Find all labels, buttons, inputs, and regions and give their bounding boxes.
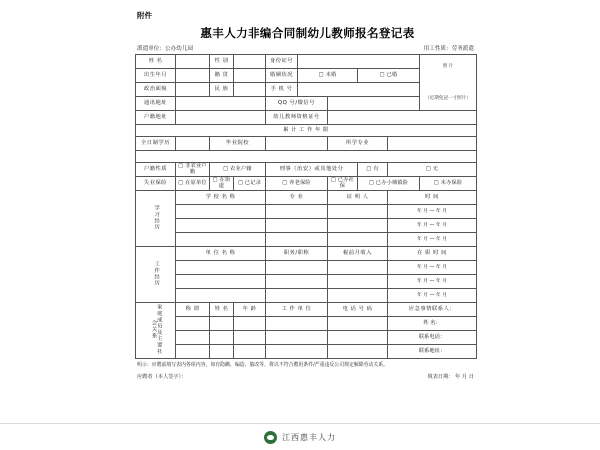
work-title-value-2[interactable] <box>266 275 328 289</box>
teacher-cert-value[interactable] <box>328 111 477 125</box>
table-row <box>136 275 477 289</box>
study-major-header: 专 业 <box>266 191 328 205</box>
study-witness-value-2[interactable] <box>328 219 388 233</box>
criminal-yes-checkbox[interactable]: □ 有 <box>358 163 388 177</box>
qq-label: QQ 号/微信号 <box>266 97 328 111</box>
work-time-header: 在 职 时 间 <box>388 247 477 261</box>
graduate-school-value[interactable] <box>266 137 328 151</box>
family-phone-value-3[interactable] <box>328 345 388 359</box>
table-row <box>136 331 477 345</box>
political-status-value[interactable] <box>176 83 210 97</box>
family-age-header: 年 龄 <box>234 303 266 317</box>
table-row <box>136 55 477 69</box>
insurance-small-town-checkbox[interactable]: □ 已办小城镇险 <box>358 177 420 191</box>
marital-unmarried-checkbox[interactable]: □ 未婚 <box>298 69 358 83</box>
family-phone-value-2[interactable] <box>328 331 388 345</box>
work-income-header: 税前月收入 <box>328 247 388 261</box>
family-name-value-2[interactable] <box>210 331 234 345</box>
family-name-value-1[interactable] <box>210 317 234 331</box>
work-time-value-2[interactable]: 年 月 — 年 月 <box>388 275 477 289</box>
emergency-address-field[interactable]: 联系地址： <box>388 345 477 359</box>
work-income-value-3[interactable] <box>328 289 388 303</box>
form-note: 明示：应聘前填写表内各项内容，如有隐瞒、编造、篡改等，将以不符合聘用条件/严重违反公司规定解除劳动关系。 <box>137 362 389 368</box>
table-row <box>136 111 477 125</box>
insurance-none-checkbox[interactable]: □ 未办保险 <box>420 177 477 191</box>
table-row <box>136 247 477 261</box>
work-unit-value-3[interactable] <box>176 289 266 303</box>
name-value[interactable] <box>176 55 210 69</box>
native-place-label: 籍 贯 <box>210 69 234 83</box>
family-phone-value-1[interactable] <box>328 317 388 331</box>
household-nature-label: 户籍性质 <box>136 163 176 177</box>
footer-bar <box>0 423 600 450</box>
nation-label: 民 族 <box>210 83 234 97</box>
table-row <box>136 125 477 137</box>
emergency-contact-label: 应急事情联系人： <box>388 303 477 317</box>
work-years-label: 累 计 工 作 年 限 <box>136 125 477 137</box>
insurance-label: 失业保险 <box>136 177 176 191</box>
family-age-value-2[interactable] <box>234 331 266 345</box>
teacher-cert-label: 幼儿教师资格证号 <box>266 111 328 125</box>
study-time-value-1[interactable]: 年 月 — 年 月 <box>388 205 477 219</box>
wechat-logo-icon <box>264 431 277 444</box>
table-row <box>136 317 477 331</box>
employment-type-label: 用工性质：劳务派遣 <box>423 46 474 52</box>
full-time-degree-label: 全日制学历 <box>136 137 176 151</box>
family-relation-value-1[interactable] <box>176 317 210 331</box>
photo-box <box>420 55 477 111</box>
study-period-label: 学习经历 <box>136 191 176 247</box>
marital-status-label: 婚姻状况 <box>266 69 298 83</box>
insurance-record-checkbox[interactable]: □ 已记录 <box>234 177 266 191</box>
study-time-value-3[interactable]: 年 月 — 年 月 <box>388 233 477 247</box>
study-major-value-1[interactable] <box>266 205 328 219</box>
family-relation-value-3[interactable] <box>176 345 210 359</box>
birth-date-value[interactable] <box>176 69 210 83</box>
study-witness-value-3[interactable] <box>328 233 388 247</box>
table-row <box>136 191 477 205</box>
study-school-value-1[interactable] <box>176 205 266 219</box>
family-phone-header: 电 话 号 码 <box>328 303 388 317</box>
form-subheader <box>135 44 480 54</box>
table-row <box>136 177 477 191</box>
id-number-label: 身份证号 <box>266 55 298 69</box>
major-value[interactable] <box>388 137 477 151</box>
table-row <box>136 205 477 219</box>
insurance-done-checkbox[interactable]: □ 已办社保 <box>328 177 358 191</box>
phone-value[interactable] <box>298 83 420 97</box>
work-title-value-3[interactable] <box>266 289 328 303</box>
table-row <box>136 303 477 317</box>
work-title-header: 职务/职称 <box>266 247 328 261</box>
gender-value[interactable] <box>234 55 266 69</box>
study-major-value-3[interactable] <box>266 233 328 247</box>
major-label: 所学专业 <box>328 137 388 151</box>
study-major-value-2[interactable] <box>266 219 328 233</box>
form-title: 惠丰人力非编合同制幼儿教师报名登记表 <box>200 26 415 40</box>
study-witness-header: 证 明 人 <box>328 191 388 205</box>
work-income-value-1[interactable] <box>328 261 388 275</box>
criminal-label: 刑事（治安）或其他处分 <box>266 163 358 177</box>
table-row <box>136 219 477 233</box>
family-age-value-1[interactable] <box>234 317 266 331</box>
family-unit-header: 工 作 单 位 <box>266 303 328 317</box>
non-agri-checkbox[interactable]: □ 非农业户籍 <box>176 163 210 177</box>
id-number-value[interactable] <box>298 55 420 69</box>
photo-label: 照 片 <box>442 64 454 70</box>
study-time-header: 时 间 <box>388 191 477 205</box>
study-school-value-3[interactable] <box>176 233 266 247</box>
emergency-name-field[interactable]: 姓 名： <box>388 317 477 331</box>
contact-address-label: 通讯地址 <box>136 97 176 111</box>
household-address-label: 户籍地址 <box>136 111 176 125</box>
dispatch-unit-label: 派遣单位：公办幼儿园 <box>137 46 193 52</box>
family-name-value-3[interactable] <box>210 345 234 359</box>
form-sheet <box>135 8 480 442</box>
family-unit-value-1[interactable] <box>266 317 328 331</box>
criminal-no-checkbox[interactable]: □ 无 <box>388 163 477 177</box>
name-label: 姓 名 <box>136 55 176 69</box>
contact-address-value[interactable] <box>176 97 266 111</box>
family-relation-header: 称 谓 <box>176 303 210 317</box>
signature-row <box>135 373 480 380</box>
agri-checkbox[interactable]: □ 农业户籍 <box>210 163 266 177</box>
work-period-label: 工作经历 <box>136 247 176 303</box>
work-history-spacer <box>136 151 477 163</box>
table-row <box>136 233 477 247</box>
family-label: 家庭成员及主要社会关系 <box>136 303 176 359</box>
family-age-value-3[interactable] <box>234 345 266 359</box>
table-row <box>136 137 477 151</box>
work-time-value-1[interactable]: 年 月 — 年 月 <box>388 261 477 275</box>
insurance-street-checkbox[interactable]: □ 在街道 <box>210 177 234 191</box>
work-unit-header: 单 位 名 称 <box>176 247 266 261</box>
study-school-value-2[interactable] <box>176 219 266 233</box>
work-income-value-2[interactable] <box>328 275 388 289</box>
gender-label: 性 别 <box>210 55 234 69</box>
table-row <box>136 151 477 163</box>
work-unit-value-2[interactable] <box>176 275 266 289</box>
work-unit-value-1[interactable] <box>176 261 266 275</box>
study-witness-value-1[interactable] <box>328 205 388 219</box>
work-title-value-1[interactable] <box>266 261 328 275</box>
phone-label: 手 机 号 <box>266 83 298 97</box>
marital-married-checkbox[interactable]: □ 已婚 <box>358 69 420 83</box>
family-name-header: 姓 名 <box>210 303 234 317</box>
family-relation-value-2[interactable] <box>176 331 210 345</box>
table-row <box>136 261 477 275</box>
work-time-value-3[interactable]: 年 月 — 年 月 <box>388 289 477 303</box>
political-status-label: 政治面貌 <box>136 83 176 97</box>
household-address-value[interactable] <box>176 111 266 125</box>
study-school-header: 学 校 名 称 <box>176 191 266 205</box>
table-row <box>136 163 477 177</box>
table-row <box>136 289 477 303</box>
fill-date-label: 填表日期： 年 月 日 <box>427 374 474 381</box>
applicant-signature-label: 应聘者（本人签字）： <box>137 374 187 381</box>
family-unit-value-2[interactable] <box>266 331 328 345</box>
insurance-social-checkbox[interactable]: □ 养老保险 <box>266 177 328 191</box>
qq-value[interactable] <box>328 97 420 111</box>
photo-hint: （近期免冠一寸照片） <box>425 95 471 101</box>
emergency-phone-field[interactable]: 联系电话： <box>388 331 477 345</box>
birth-date-label: 出生年月 <box>136 69 176 83</box>
native-place-value[interactable] <box>234 69 266 83</box>
graduate-school-label: 毕业院校 <box>210 137 266 151</box>
attachment-label: 附件 <box>137 11 152 20</box>
table-row <box>136 345 477 359</box>
family-unit-value-3[interactable] <box>266 345 328 359</box>
study-time-value-2[interactable]: 年 月 — 年 月 <box>388 219 477 233</box>
insurance-unit-checkbox[interactable]: □ 在原单位 <box>176 177 210 191</box>
registration-form-table <box>135 54 477 359</box>
full-time-degree-value[interactable] <box>176 137 210 151</box>
nation-value[interactable] <box>234 83 266 97</box>
footer-brand-label: 江西惠丰人力 <box>282 432 336 442</box>
